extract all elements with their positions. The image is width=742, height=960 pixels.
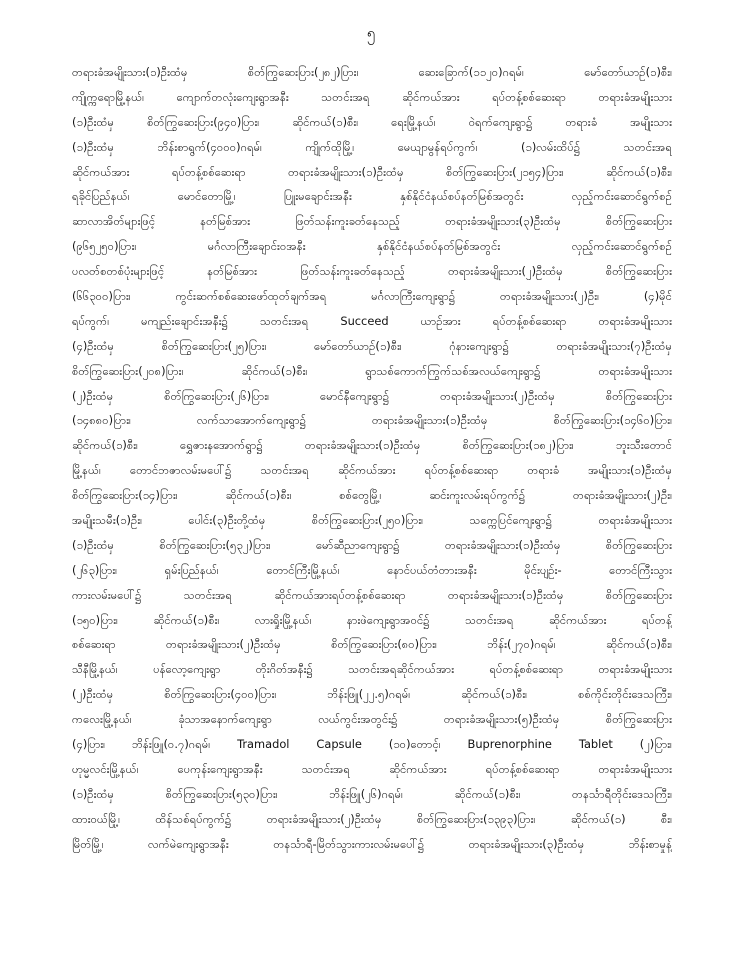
text-line: ထားဝယ်မြို့၊ ထိန်သစ်ရပ်ကွက်၌ တရားခံအမျိုးသား(၂)ဦးထံမှ စိတ်ကြွဆေးပြား(၁၃၉၃)ပြား၊ ဆိုင်ကယ်(၁) စီး၊	[72, 811, 672, 826]
text-line: (၁)ဦးထံမှ စိတ်ကြွဆေးပြား(၅၃၀)ပြား၊ ဘိန်းဖြူ(၂၆)ဂရမ်၊ ဆိုင်ကယ်(၁)စီး၊ တနင်္သာရီတိုင်းဒေသကြီး၊	[72, 786, 672, 801]
text-line: စစ်ဆေးရာ တရားခံအမျိုးသား(၂)ဦးထံမှ စိတ်ကြွဆေးပြား(၈၀)ပြား၊ ဘိန်း(၂၇၀)ဂရမ်၊ ဆိုင်ကယ်(၁)စီး၊	[72, 637, 672, 652]
text-line: (၆၆၃၀၀)ပြား၊ ကွင်းဆက်စစ်ဆေးဖော်ထုတ်ချက်အရ မင်္ဂလာကြီးကျေးရွာ၌ တရားခံအမျိုးသား(၂)ဦး၊ (၄)မိုင်	[72, 289, 672, 304]
text-line: (၄)ဦးထံမှ စိတ်ကြွဆေးပြား(၂၅)ပြား၊ မော်တော်ယာဉ်(၁)စီး၊ ဂုံနားကျေးရွာ၌ တရားခံအမျိုးသား(၇)ဦးထံမှ	[72, 338, 672, 353]
text-line: (၂)ဦးထံမှ စိတ်ကြွဆေးပြား(၂၆)ပြား၊ မောင်နီကျေးရွာ၌ တရားခံအမျိုးသား(၂)ဦးထံမှ စိတ်ကြွဆေးပြား	[72, 388, 672, 403]
text-line: စိတ်ကြွဆေးပြား(၂၀၈)ပြား၊ ဆိုင်ကယ်(၁)စီး၊ ရွာသစ်ကောက်ကြွက်သစ်အလယ်ကျေးရွာ၌ တရားခံအမျိုးသား	[72, 363, 672, 378]
text-line: (၁၅၀)ပြား၊ ဆိုင်ကယ်(၁)စီး၊ လားရှိုးမြို့နယ်၊ နားဖဲကျေးရွာအဝင်၌ သတင်းအရ ဆိုင်ကယ်အား ရပ်တန့်	[72, 612, 672, 627]
text-line: ရခိုင်ပြည်နယ်၊ မောင်တောမြို့၊ ပြူးမချောင်းအနီး နှစ်နိုင်ငံနယ်စပ်နတ်မြစ်အတွင်း လှည့်ကင်းဆောင်ရွက်စဉ်	[72, 189, 672, 204]
text-line: (၉၆၅၂၅၀)ပြား၊ မင်္ဂလာကြီးချောင်းဝအနီး နှစ်နိုင်ငံနယ်စပ်နတ်မြစ်အတွင်း လှည့်ကင်းဆောင်ရွက်စဉ်	[72, 239, 672, 254]
text-line: (၁)ဦးထံမှ စိတ်ကြွဆေးပြား(၉၄၀)ပြား၊ ဆိုင်ကယ်(၁)စီး၊ ရေးမြို့နယ်၊ ဝဲရက်ကျေးရွာ၌ တရားခံ အမျိုးသား	[72, 114, 672, 129]
text-line: (၁၄၈၈၀)ပြား၊ လက်သာအောက်ကျေးရွာ၌ တရားခံအမျိုးသား(၁)ဦးထံမှ စိတ်ကြွဆေးပြား(၁၄၆၀)ပြား၊	[72, 413, 672, 428]
text-line: (၁)ဦးထံမှ စိတ်ကြွဆေးပြား(၅၃၂)ပြား၊ မော်ဆီညာကျေးရွာ၌ တရားခံအမျိုးသား(၁)ဦးထံမှ စိတ်ကြွဆေးပြား	[72, 537, 672, 552]
page-number: ၅	[366, 24, 376, 42]
text-line: မြို့နယ်၊ တောင်ဘဇာလမ်းမပေါ်၌ သတင်းအရ ဆိုင်ကယ်အား ရပ်တန့်စစ်ဆေးရာ တရားခံ အမျိုးသား(၁)ဦးထံမှ	[72, 463, 672, 478]
text-line: ဆိုင်ကယ်(၁)စီး၊ ရွှေဇားနအောက်ရွာ၌ တရားခံအမျိုးသား(၁)ဦးထံမှ စိတ်ကြွဆေးပြား(၁၈၂)ပြား၊ ဘူးသီးတောင်	[72, 438, 672, 453]
text-line: အမျိုးသမီး(၁)ဦး၊ ပေါင်း(၃)ဦးတို့ထံမှ စိတ်ကြွဆေးပြား(၂၅၀)ပြား၊ သက္ကေပြင်ကျေးရွာ၌ တရားခံအမျိုးသား	[72, 513, 672, 528]
text-line: ကလေးမြို့နယ်၊ ခုံသာအနောက်ကျေးရွာ လယ်ကွင်းအတွင်း၌ တရားခံအမျိုးသား(၅)ဦးထံမှ စိတ်ကြွဆေးပြား	[72, 712, 672, 727]
text-line: (၂)ဦးထံမှ စိတ်ကြွဆေးပြား(၄၀၀)ပြား၊ ဘိန်းဖြူ(၂၂.၅)ဂရမ်၊ ဆိုင်ကယ်(၁)စီး၊ စစ်ကိုင်းတိုင်းဒေသကြီး၊	[72, 687, 672, 702]
text-line: ကားလမ်းမပေါ်၌ သတင်းအရ ဆိုင်ကယ်အားရပ်တန့်စစ်ဆေးရာ တရားခံအမျိုးသား(၁)ဦးထံမှ စိတ်ကြွဆေးပြား	[72, 587, 672, 602]
text-line: ရပ်ကွက်၊ မကျည်းချောင်းအနီး၌ သတင်းအရ Succeed ယာဉ်အား ရပ်တန့်စစ်ဆေးရာ တရားခံအမျိုးသား	[72, 313, 672, 328]
body-text	[72, 60, 672, 857]
text-line: သီနီမြို့နယ်၊ ပန်လော့ကျေးရွာ တိုးဂိတ်အနီး၌ သတင်းအရဆိုင်ကယ်အား ရပ်တန့်စစ်ဆေးရာ တရားခံအမျိုးသား	[72, 662, 672, 677]
text-line: (၂၆၃)ပြား၊ ရှမ်းပြည်နယ်၊ တောင်ကြီးမြို့နယ်၊ နောင်ပယ်တံတားအနီး မိုင်းပျဉ်း- တောင်ကြီးသွား	[72, 562, 672, 577]
text-line: (၁)ဦးထံမှ ဘိန်းစာရွက်(၄၀၀၀)ဂရမ်၊ ကျိုက်ထိုမြို့၊ မေယျာမွန်ရပ်ကွက်၊ (၁)လမ်းထိပ်၌ သတင်းအရ	[72, 139, 672, 154]
text-line: ဟုမ္မလင်းမြို့နယ်၊ ပေကုန်းကျေးရွာအနီး သတင်းအရ ဆိုင်ကယ်အား ရပ်တန့်စစ်ဆေးရာ တရားခံအမျိုးသား	[72, 761, 672, 776]
text-line: စိတ်ကြွဆေးပြား(၁၄)ပြား၊ ဆိုင်ကယ်(၁)စီး၊ စစ်တွေမြို့၊ ဆင်းကူးလမ်းရပ်ကွက်၌ တရားခံအမျိုးသား(၂)ဦး၊	[72, 488, 672, 503]
text-line: (၄)ပြား၊ ဘိန်းဖြူ(၀.၇)ဂရမ်၊ Tramadol Capsule (၁၀)တောင့်၊ Buprenorphine Tablet (၂)ပြား၊	[72, 737, 672, 752]
text-line: တရားခံအမျိုးသား(၁)ဦးထံမှ စိတ်ကြွဆေးပြား(၂၈၂)ပြား၊ ဆေးခြောက်(၁၁၂၀)ဂရမ်၊ မော်တော်ယာဉ်(၁)စီး၊	[72, 65, 672, 79]
text-line: မြိတ်မြို့၊ လက်မဲကျေးရွာအနီး တနင်္သာရီ-မြိတ်သွားကားလမ်းမပေါ်၌ တရားခံအမျိုးသား(၃)ဦးထံမှ ဘိန်းစာမှုန့်	[72, 836, 672, 851]
text-line: ဆိုင်ကယ်အား ရပ်တန့်စစ်ဆေးရာ တရားခံအမျိုးသား(၁)ဦးထံမှ စိတ်ကြွဆေးပြား(၂၁၅၄)ပြား၊ ဆိုင်ကယ်(၁)စီး၊	[72, 164, 672, 179]
text-line: ပလတ်စတစ်ပုံးများဖြင့် နတ်မြစ်အား ဖြတ်သန်းကူးခတ်နေသည့် တရားခံအမျိုးသား(၂)ဦးထံမှ စိတ်ကြွဆေးပြား	[72, 264, 672, 279]
text-line: ကျိုက္ကရောမြို့နယ်၊ ကျောက်တလုံးကျေးရွာအနီး သတင်းအရ ဆိုင်ကယ်အား ရပ်တန့်စစ်ဆေးရာ တရားခံအမျိုးသား	[72, 89, 672, 104]
text-line: ဆာလာအိတ်များဖြင့် နတ်မြစ်အား ဖြတ်သန်းကူးခတ်နေသည့် တရားခံအမျိုးသား(၃)ဦးထံမှ စိတ်ကြွဆေးပြား	[72, 214, 672, 229]
